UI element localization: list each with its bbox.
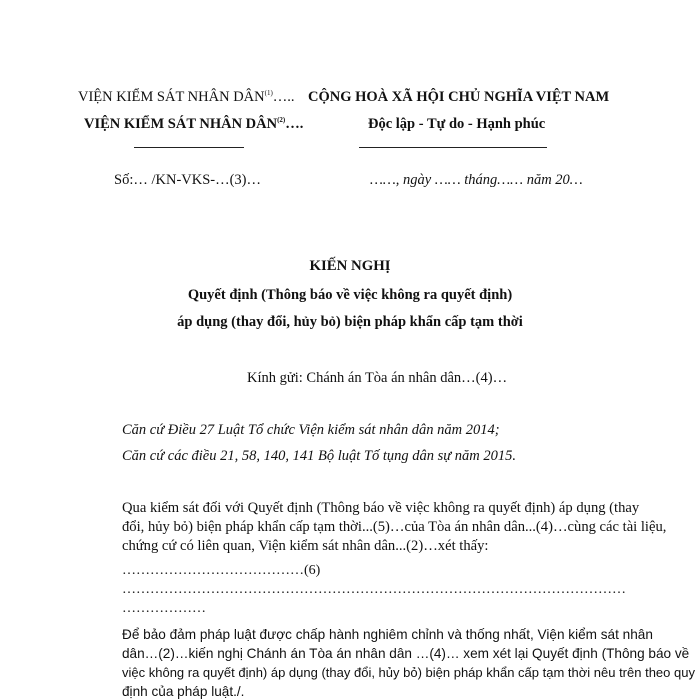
paragraph-request-line-1: Để bảo đảm pháp luật được chấp hành nghiêm chỉnh và thống nhất, Viện kiểm sát nhân — [122, 627, 653, 642]
footnote-ref-1: (1) — [264, 89, 273, 98]
issuing-agency-line1: VIỆN KIỂM SÁT NHÂN DÂN$^{(1)}$….. — [78, 89, 295, 105]
issuing-agency-line2: VIỆN KIỂM SÁT NHÂN DÂN$^{(2)}$…. — [84, 116, 304, 132]
paragraph-review-line-2: đổi, hủy bỏ) biện pháp khẩn cấp tạm thời...(5)…của Tòa án nhân dân...(4)…cùng các tài liệu, — [122, 519, 667, 535]
paragraph-request-line-4: định của pháp luật./. — [122, 684, 245, 699]
legal-basis-1: Căn cứ Điều 27 Luật Tổ chức Viện kiểm sát nhân dân năm 2014; — [122, 422, 500, 438]
footnote-ref-2: (2) — [277, 116, 286, 125]
motto-underline — [359, 147, 547, 148]
agency-underline — [134, 147, 244, 148]
document-title: KIẾN NGHỊ — [309, 258, 391, 274]
paragraph-request-line-2: dân…(2)…kiến nghị Chánh án Tòa án nhân dân …(4)… xem xét lại Quyết định (Thông báo về — [122, 646, 690, 661]
paragraph-review-line-3: chứng cứ có liên quan, Viện kiểm sát nhân dân...(2)…xét thấy: — [122, 538, 489, 554]
paragraph-request-line-3: việc không ra quyết định) áp dụng (thay đổi, hủy bỏ) biện pháp khẩn cấp tạm thời nêu trên theo quy — [122, 665, 695, 680]
legal-basis-2: Căn cứ các điều 21, 58, 140, 141 Bộ luật Tố tụng dân sự năm 2015. — [122, 448, 517, 464]
document-number: Số:… /KN-VKS-…(3)… — [114, 172, 262, 188]
fill-line-1: …………………………………(6) — [122, 563, 321, 578]
document-subtitle-1: Quyết định (Thông báo về việc không ra quyết định) — [187, 287, 513, 303]
paragraph-review-line-1: Qua kiểm sát đối với Quyết định (Thông báo về việc không ra quyết định) áp dụng (thay — [122, 500, 640, 516]
document-date: ……, ngày …… tháng…… năm 20… — [370, 172, 583, 188]
fill-line-3: ……………… — [122, 601, 206, 616]
national-title: CỘNG HOÀ XÃ HỘI CHỦ NGHĨA VIỆT NAM — [308, 89, 610, 105]
fill-line-2: ……………………………………………………………………………………………… — [122, 582, 626, 597]
recipient-line: Kính gửi: Chánh án Tòa án nhân dân…(4)… — [247, 370, 508, 386]
document-subtitle-2: áp dụng (thay đổi, hủy bỏ) biện pháp khẩn cấp tạm thời — [177, 314, 523, 330]
national-motto: Độc lập - Tự do - Hạnh phúc — [368, 116, 546, 132]
